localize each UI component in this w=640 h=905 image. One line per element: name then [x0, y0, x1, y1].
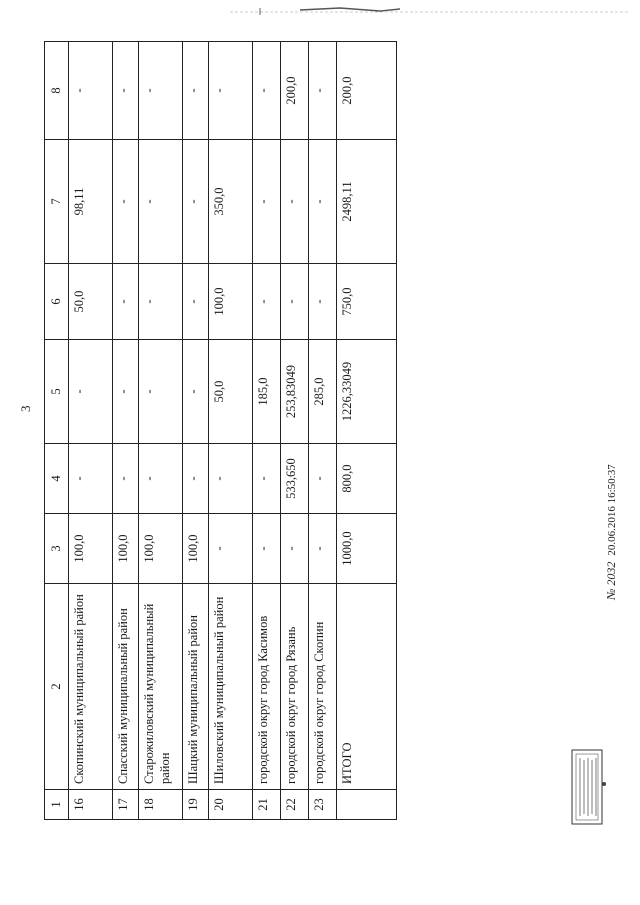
total-value: 1226,33049 [337, 340, 397, 444]
cell-value: 185,0 [253, 340, 281, 444]
cell-value: - [139, 444, 183, 514]
total-label: ИТОГО [337, 584, 397, 790]
cell-value: 200,0 [281, 42, 309, 140]
cell-value: 253,83049 [281, 340, 309, 444]
page-number: 3 [18, 405, 33, 412]
cell-value: - [183, 264, 209, 340]
municipality-name: Шацкий муниципальный район [183, 584, 209, 790]
cell-value: - [113, 140, 139, 264]
municipality-name: Шиловский муниципальный район [209, 584, 253, 790]
scan-edge-artifact [230, 4, 630, 16]
total-value: 200,0 [337, 42, 397, 140]
cell-value: 285,0 [309, 340, 337, 444]
cell-value: - [309, 42, 337, 140]
cell-value: 50,0 [209, 340, 253, 444]
cell-value: - [309, 264, 337, 340]
row-number: 16 [69, 790, 113, 820]
cell-value: 100,0 [113, 514, 139, 584]
cell-value: - [253, 514, 281, 584]
table-row [139, 42, 183, 820]
cell-value: - [209, 514, 253, 584]
cell-value: - [139, 140, 183, 264]
col-header: 2 [45, 584, 69, 790]
cell-value: - [69, 42, 113, 140]
row-number: 21 [253, 790, 281, 820]
registration-stamp [604, 464, 619, 600]
municipality-name: Спасский муниципальный район [113, 584, 139, 790]
cell-value: - [253, 140, 281, 264]
cell-value: 100,0 [69, 514, 113, 584]
row-number: 22 [281, 790, 309, 820]
cell-value: - [281, 264, 309, 340]
cell-value: - [69, 444, 113, 514]
cell-value: - [113, 264, 139, 340]
doc-number: № 2032 [604, 561, 618, 600]
row-number: 23 [309, 790, 337, 820]
table-row [113, 42, 139, 820]
cell-value: - [113, 444, 139, 514]
cell-value: - [183, 444, 209, 514]
cell-value: 100,0 [209, 264, 253, 340]
cell-value: - [309, 140, 337, 264]
row-number: 20 [209, 790, 253, 820]
cell-value: 350,0 [209, 140, 253, 264]
cell-value: - [183, 140, 209, 264]
table-row [183, 42, 209, 820]
cell-value: - [209, 42, 253, 140]
col-header: 1 [45, 790, 69, 820]
doc-datetime: 20.06.2016 16:50:37 [606, 464, 618, 556]
table-header-row [45, 42, 69, 820]
allocation-table [44, 41, 397, 820]
cell-value: - [139, 340, 183, 444]
col-header: 8 [45, 42, 69, 140]
cell-value: - [183, 340, 209, 444]
cell-value: 533,650 [281, 444, 309, 514]
municipality-name: Скопинский муниципальный район [69, 584, 113, 790]
registration-seal-icon [568, 742, 608, 828]
table-row [309, 42, 337, 820]
cell-value: - [209, 444, 253, 514]
cell-value: - [281, 140, 309, 264]
cell-value: - [139, 264, 183, 340]
cell-value: - [253, 264, 281, 340]
row-number: 19 [183, 790, 209, 820]
table-row [281, 42, 309, 820]
cell-value: 50,0 [69, 264, 113, 340]
cell-value: 98,11 [69, 140, 113, 264]
row-number: 18 [139, 790, 183, 820]
cell-value: - [113, 42, 139, 140]
cell-value: - [253, 42, 281, 140]
col-header: 6 [45, 264, 69, 340]
row-number [337, 790, 397, 820]
cell-value: - [113, 340, 139, 444]
cell-value: - [69, 340, 113, 444]
cell-value: 100,0 [183, 514, 209, 584]
cell-value: - [309, 514, 337, 584]
table-row [253, 42, 281, 820]
cell-value: - [281, 514, 309, 584]
table-row [69, 42, 113, 820]
col-header: 7 [45, 140, 69, 264]
table-row [209, 42, 253, 820]
municipality-name: городской округ город Касимов [253, 584, 281, 790]
municipality-name: Старожиловский муниципальный район [139, 584, 183, 790]
municipality-name: городской округ город Скопин [309, 584, 337, 790]
cell-value: 100,0 [139, 514, 183, 584]
col-header: 3 [45, 514, 69, 584]
cell-value: - [183, 42, 209, 140]
table-total-row [337, 42, 397, 820]
total-value: 1000,0 [337, 514, 397, 584]
cell-value: - [253, 444, 281, 514]
cell-value: - [139, 42, 183, 140]
total-value: 750,0 [337, 264, 397, 340]
cell-value: - [309, 444, 337, 514]
total-value: 800,0 [337, 444, 397, 514]
col-header: 5 [45, 340, 69, 444]
total-value: 2498,11 [337, 140, 397, 264]
row-number: 17 [113, 790, 139, 820]
col-header: 4 [45, 444, 69, 514]
municipality-name: городской округ город Рязань [281, 584, 309, 790]
